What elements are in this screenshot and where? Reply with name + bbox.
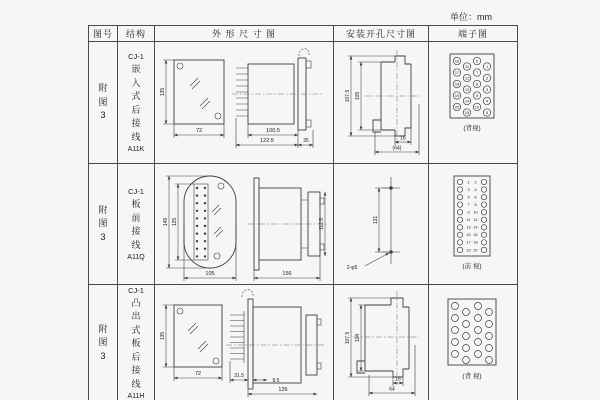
svg-text:15: 15 [466,233,471,238]
dim-front-height: 135 [160,87,166,96]
screw-slot-icon [200,98,210,109]
mounting-cell [334,42,429,164]
front-view [163,176,236,281]
dim-total-depth: 122.5 [260,137,274,144]
svg-text:1: 1 [485,64,489,69]
header-mounting: 安装开孔尺寸图 [334,26,429,42]
terminal-pins [236,68,248,116]
svg-text:2: 2 [474,180,477,185]
dim-front-height: 135 [160,331,166,341]
mounting-drawing-a11k [335,44,427,162]
svg-text:6: 6 [474,195,477,200]
screw-slot-icon [198,341,208,352]
screw-slot-icon [190,78,200,89]
header-figure-no: 图号 [89,26,118,42]
dim-front-width: 72 [195,127,203,134]
svg-text:20: 20 [473,248,478,253]
side-view [248,178,327,281]
svg-text:20: 20 [454,104,460,109]
outline-drawing-a11h [156,285,332,400]
structure-cell [118,42,155,164]
model-code: A11K [127,146,145,153]
dim-inner-height: 105 [355,91,361,100]
svg-text:1: 1 [467,180,470,185]
svg-text:3: 3 [485,87,489,92]
svg-text:13: 13 [464,87,470,92]
mount-type-label: 嵌入式后接线 [131,64,141,142]
dim-total-depth: 156 [282,271,292,277]
svg-text:10: 10 [473,210,478,215]
svg-text:19: 19 [454,93,460,98]
svg-text:14: 14 [473,225,478,230]
dim-outer-height: 107.5 [345,331,351,345]
svg-text:18: 18 [473,240,478,245]
dim-front-height: 149 [163,217,169,227]
front-view [160,305,222,381]
view-label: (前 视) [462,263,482,270]
svg-text:17: 17 [454,70,460,75]
svg-text:3: 3 [467,187,470,192]
dim-pin-depth: 31.5 [234,373,244,379]
hole-spec-label: 2-φ5 [346,265,358,271]
screw-icon [214,253,220,259]
dim-body-depth: 126 [278,387,288,393]
terminal-grid [452,303,493,364]
terminal-cell [429,164,518,285]
dimension-table [88,25,518,400]
header-terminal: 端子图 [429,26,518,42]
svg-text:9: 9 [475,93,479,98]
svg-text:12: 12 [473,218,478,223]
hole-icon [389,186,393,190]
svg-text:19: 19 [466,248,471,253]
model-label: CJ-1 [128,52,144,61]
svg-text:15: 15 [464,110,470,115]
terminal-dots-right [204,187,206,258]
mounting-holes [382,177,400,264]
view-label: (背视) [463,124,481,132]
dim-outer-height: 107.5 [345,89,351,102]
structure-cell [118,164,155,285]
svg-text:17: 17 [466,240,471,245]
dim-inner-height: 104 [355,333,361,343]
figure-no: 附图3 [98,83,108,121]
model-label: CJ-1 [128,285,144,295]
screw-icon [218,183,224,189]
svg-text:11: 11 [466,218,471,223]
dim-flange-depth: 35 [303,137,309,144]
dim-front-width: 72 [194,371,202,377]
screw-icon [177,63,183,69]
screw-slot-icon [188,323,198,334]
header-outline: 外 形 尺 寸 图 [155,26,334,42]
table-row [89,285,518,400]
svg-text:10: 10 [474,104,480,109]
outline-cell [155,164,334,285]
mount-type-label: 凸出式板后接线 [131,297,141,389]
svg-text:16: 16 [473,233,478,238]
header-row [89,26,518,42]
side-view [226,290,325,397]
svg-text:5: 5 [467,195,470,200]
svg-text:7: 7 [467,202,470,207]
figure-no: 附图3 [98,323,108,361]
terminal-diagram-a11h [430,285,516,400]
svg-text:6: 6 [475,58,479,63]
unit-label: 单位：mm [450,12,492,22]
svg-text:9: 9 [467,210,470,215]
header-structure: 结构 [118,26,155,42]
mounting-cell [334,285,429,400]
terminal-grid [453,57,490,116]
dim-hole-pitch: 131 [373,215,379,225]
model-code: A11Q [127,254,145,261]
svg-text:8: 8 [474,202,477,207]
latch-hook-icon [299,48,309,55]
terminal-diagram-a11q [430,164,516,284]
dim-body-depth: 100.5 [266,127,280,134]
figure-no: 附图3 [98,204,108,242]
figure-no-cell [89,42,118,164]
screw-icon [215,113,221,119]
svg-text:12: 12 [464,75,470,80]
svg-text:13: 13 [466,225,471,230]
hole-icon [389,250,393,254]
terminal-box [448,299,496,365]
outline-cell [155,285,334,400]
terminal-dots-left [196,187,198,258]
dim-overall-width: (64) [392,145,402,151]
svg-text:11: 11 [465,64,469,69]
latch-hook-icon [242,290,253,297]
mounting-drawing-a11h [335,285,427,400]
svg-text:5: 5 [485,110,489,115]
front-view [160,60,224,138]
table-row [89,42,518,164]
dimensions [345,56,419,155]
dim-slot-width: 16 [400,135,406,141]
screw-slot-icon [212,205,221,215]
mount-type-label: 板前接线 [131,199,141,250]
dimensions [347,188,389,271]
outline-cell [155,42,334,164]
model-label: CJ-1 [128,187,144,196]
svg-text:2: 2 [485,75,489,80]
structure-cell [118,285,155,400]
dim-rear-height: 112.5 [319,217,325,231]
side-view [232,48,322,147]
outline-drawing-a11q [156,164,332,284]
terminal-pins [230,315,244,359]
screw-icon [177,308,183,314]
terminal-strip [457,179,486,252]
table-row [89,164,518,285]
screw-slot-icon [214,227,223,237]
svg-text:7: 7 [475,70,479,75]
figure-no-cell [89,164,118,285]
terminal-cell [429,285,518,400]
terminal-box [454,176,490,256]
view-label: (背 视) [462,373,482,380]
dim-slot-width: 16 [395,376,401,383]
screw-icon [213,358,219,364]
terminal-diagram-a11k [430,44,516,162]
dimensions [345,298,415,396]
terminal-cell [429,42,518,164]
model-code: A11H [127,393,145,400]
dim-overall-width: 64 [389,386,395,393]
dim-flange-depth: 9.5 [272,378,280,384]
outline-drawing-a11k [156,44,332,162]
dim-strip-height: 125 [172,217,178,227]
figure-no-cell [89,285,118,400]
svg-text:18: 18 [454,81,460,86]
svg-text:4: 4 [485,98,489,103]
svg-text:14: 14 [464,98,470,103]
mounting-cell [334,164,429,285]
dim-front-width: 105 [205,271,215,277]
svg-text:4: 4 [474,187,477,192]
svg-text:16: 16 [454,58,460,63]
mounting-drawing-a11q [335,164,427,284]
svg-text:8: 8 [475,81,479,86]
